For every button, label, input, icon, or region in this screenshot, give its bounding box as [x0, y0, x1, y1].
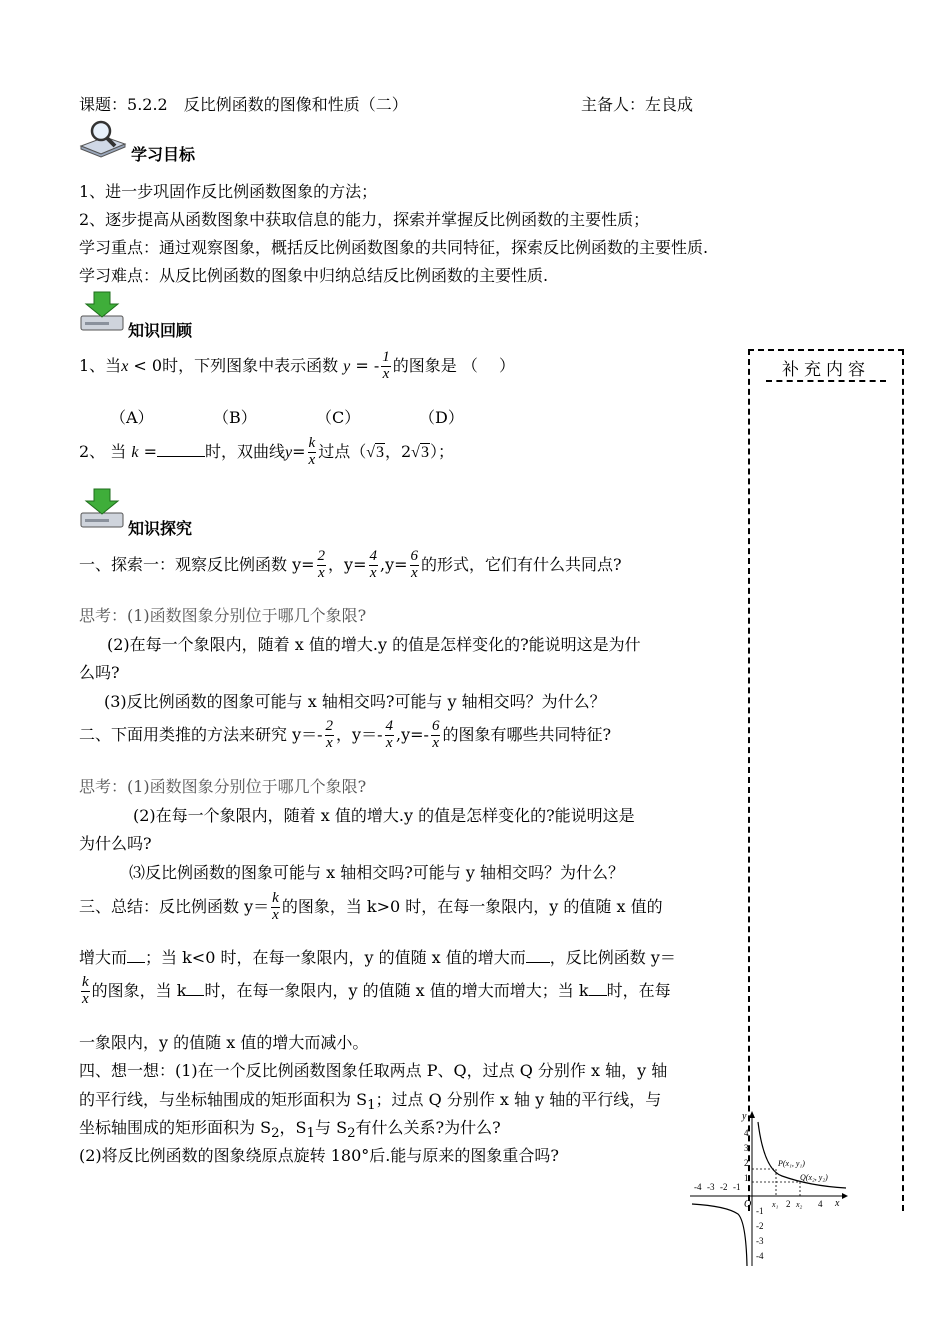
preparer: 主备人：左良成	[581, 95, 694, 114]
summary-line-2	[79, 945, 676, 968]
objective-1: 1、进一步巩固作反比例函数图象的方法；	[79, 182, 378, 201]
e1-text-b: ，y=	[328, 554, 367, 574]
course-title-line	[79, 92, 408, 115]
q2-den: x	[308, 451, 316, 468]
q2-y: y	[285, 443, 293, 461]
summary-line-1	[79, 891, 663, 924]
sub-1b: 1	[306, 1126, 315, 1142]
s-text-h: 时，在每一象限内，y 的值随 x 值的增大而增大；当 k	[204, 980, 589, 1000]
q1-fraction	[381, 350, 391, 383]
e1-text-a: 一、探索一：观察反比例函数 y=	[79, 554, 315, 574]
s-f1-num: k	[272, 890, 279, 906]
e2-text-d: 的图象有哪些共同特征?	[442, 724, 612, 744]
s-text-b: 的图象，当 k>0 时，在每一象限内，y 的值随 x 值的	[281, 896, 663, 916]
e2-f2-den: x	[385, 734, 393, 751]
think-2-q1: 思考：(1)函数图象分别位于哪几个象限?	[79, 777, 367, 796]
magnifier-book-icon	[79, 118, 127, 162]
x2-label: x₂	[796, 1200, 803, 1209]
q1-cond: < 0	[128, 355, 163, 375]
x-tick-2: 2	[786, 1199, 791, 1209]
objective-2: 2、逐步提高从函数图象中获取信息的能力，探索并掌握反比例函数的主要性质；	[79, 210, 650, 229]
course-label: 课题：	[79, 95, 128, 114]
q2-text-c: 过点（	[318, 441, 367, 461]
supplement-title-underline	[766, 380, 886, 382]
y-tick-4: 4	[744, 1128, 749, 1138]
review-question-2	[79, 436, 454, 469]
s-text-d: ；当 k<0 时，在每一象限内，y 的值随 x 值的增大而	[145, 948, 526, 967]
sub-2b: 2	[347, 1126, 356, 1142]
s-f2-den: x	[82, 990, 89, 1007]
q2-text-a: 2、 当	[79, 441, 127, 461]
e2-fraction-2	[385, 719, 395, 752]
e1-text-d: 的形式，它们有什么共同点?	[421, 554, 622, 574]
x-tick-neg-1: -1	[733, 1182, 741, 1192]
x1-label: x₁	[772, 1200, 779, 1209]
section-explore-title: 知识探究	[128, 519, 193, 538]
summary-blank-1[interactable]	[127, 962, 145, 963]
e1-f3-den: x	[410, 564, 418, 581]
y-axis-arrow	[749, 1111, 755, 1118]
think-2-q3: ⑶反比例函数的图象可能与 x 轴相交吗?可能与 y 轴相交吗？为什么？	[129, 863, 624, 882]
e1-fraction-1	[317, 549, 327, 582]
y-tick-2: 2	[744, 1158, 749, 1168]
hyperbola-graph	[690, 1108, 850, 1268]
e2-text-c: ,y=-	[396, 724, 429, 744]
hyperbola-branch-left	[692, 1204, 747, 1266]
think-1-q1: 思考：(1)函数图象分别位于哪几个象限?	[79, 606, 367, 625]
q1-text-a: 1、当	[79, 355, 122, 375]
x-tick-neg-4: -4	[694, 1182, 702, 1192]
e1-f3-num: 6	[410, 548, 419, 564]
s-text-e: ，反比例函数 y＝	[549, 948, 676, 967]
q2-fraction	[308, 436, 317, 469]
q2-num: k	[308, 435, 316, 451]
think-2-q2b: 为什么吗?	[79, 834, 152, 853]
option-d: （D）	[419, 408, 464, 427]
s-f1-den: x	[272, 906, 279, 923]
summary-line-3	[79, 975, 671, 1008]
sub-1: 1	[367, 1098, 376, 1114]
option-c: （C）	[316, 408, 361, 427]
y-tick-3: 3	[744, 1143, 749, 1153]
think-about-3	[79, 1115, 501, 1141]
x-axis-label: x	[835, 1198, 840, 1209]
sqrt-3-b: √3	[411, 443, 429, 461]
s-fraction-2	[81, 975, 90, 1008]
s-fraction-1	[271, 891, 280, 924]
q1-eq: = -	[350, 355, 380, 375]
y-tick-neg-1: -1	[756, 1206, 764, 1216]
supplement-title: 补充内容	[782, 360, 870, 380]
e2-text-b: ，y＝-	[336, 724, 383, 744]
option-b: （B）	[213, 408, 257, 427]
q2-k: k	[131, 443, 139, 461]
f3-text-c: 与 S	[315, 1118, 348, 1137]
x-tick-4: 4	[818, 1199, 823, 1209]
summary-blank-3[interactable]	[186, 995, 204, 996]
s-text-g: 的图象，当 k	[91, 980, 187, 1000]
review-question-1	[79, 350, 515, 383]
option-a: （A）	[110, 408, 154, 427]
f3-text-b: ，S	[279, 1118, 307, 1137]
q2-eq2: =	[292, 441, 306, 461]
s-text-a: 三、总结：反比例函数 y＝	[79, 896, 270, 916]
e1-fraction-3	[410, 549, 420, 582]
e2-fraction-1	[325, 719, 335, 752]
f2-text-a: 的平行线，与坐标轴围成的矩形面积为 S	[79, 1090, 368, 1109]
q2-eq: =	[138, 441, 157, 461]
download-drive-icon	[79, 290, 125, 336]
think-1-q2a: (2)在每一个象限内，随着 x 值的增大.y 的值是怎样变化的?能说明这是为什	[107, 635, 641, 654]
q2-comma: ，2	[384, 441, 412, 461]
e2-f3-den: x	[432, 734, 440, 751]
supplement-box	[748, 349, 904, 1211]
e2-text-a: 二、下面用类推的方法来研究 y＝-	[79, 724, 323, 744]
summary-line-4: 一象限内，y 的值随 x 值的增大而减小。	[79, 1033, 369, 1052]
e1-text-c: ,y=	[380, 554, 408, 574]
e2-f1-num: 2	[325, 718, 334, 734]
section-objectives-title: 学习目标	[131, 145, 196, 164]
sub-2: 2	[271, 1126, 280, 1142]
e1-fraction-2	[369, 549, 379, 582]
y-tick-1: 1	[744, 1173, 749, 1183]
x-tick-neg-2: -2	[720, 1182, 728, 1192]
q2-answer-blank[interactable]	[157, 456, 205, 457]
s-text-c: 增大而	[79, 948, 128, 967]
explore-1	[79, 549, 622, 582]
point-p-label: P(x₁, y₁)	[778, 1159, 805, 1168]
s-text-i: 时，在每	[606, 980, 671, 1000]
q1-text-b: 时，下列图象中表示函数	[162, 355, 339, 375]
q1-den: x	[382, 365, 390, 382]
q1-y: y	[343, 357, 351, 375]
summary-blank-4[interactable]	[589, 995, 607, 996]
think-2-q2a: (2)在每一个象限内，随着 x 值的增大.y 的值是怎样变化的?能说明这是	[133, 806, 635, 825]
section-review-title: 知识回顾	[128, 321, 193, 340]
radicand-b: 3	[420, 443, 429, 461]
think-about-1: 四、想一想：(1)在一个反比例函数图象任取两点 P、Q，过点 Q 分别作 x 轴，y 轴	[79, 1061, 668, 1080]
e1-f2-num: 4	[369, 548, 377, 564]
f2-text-b: ；过点 Q 分别作 x 轴 y 轴的平行线，与	[375, 1090, 662, 1109]
q2-text-d: ）；	[429, 441, 454, 461]
explore-2	[79, 719, 611, 752]
think-1-q2b: 么吗?	[79, 663, 120, 682]
summary-blank-2[interactable]	[526, 962, 550, 963]
e1-f2-den: x	[369, 564, 377, 581]
download-drive-icon	[79, 487, 125, 533]
difficulty-point: 学习难点：从反比例函数的图象中归纳总结反比例函数的主要性质.	[79, 266, 549, 285]
f3-text-d: 有什么关系?为什么?	[355, 1118, 501, 1137]
think-about-2	[79, 1087, 661, 1113]
q1-text-c: 的图象是 （ ）	[392, 355, 515, 375]
q1-cond-var: x	[121, 357, 129, 375]
f3-text-a: 坐标轴围成的矩形面积为 S	[79, 1118, 272, 1137]
e2-f2-num: 4	[385, 718, 393, 734]
y-tick-neg-4: -4	[756, 1251, 764, 1261]
x-tick-neg-3: -3	[707, 1182, 715, 1192]
q2-text-b: 时，双曲线	[204, 441, 285, 461]
origin-label: O	[744, 1199, 752, 1210]
radicand-a: 3	[375, 443, 384, 461]
e2-fraction-3	[431, 719, 441, 752]
y-axis-label: y	[742, 1111, 747, 1122]
e2-f1-den: x	[325, 734, 333, 751]
key-point: 学习重点：通过观察图象，概括反比例函数图象的共同特征，探索反比例函数的主要性质.	[79, 238, 709, 257]
e2-f3-num: 6	[431, 718, 440, 734]
y-tick-neg-3: -3	[756, 1236, 764, 1246]
point-q-label: Q(x₂, y₂)	[800, 1173, 828, 1182]
e1-f1-den: x	[317, 564, 325, 581]
s-f2-num: k	[82, 974, 89, 990]
think-1-q3: (3)反比例函数的图象可能与 x 轴相交吗?可能与 y 轴相交吗？为什么？	[104, 692, 606, 711]
course-title: 5.2.2 反比例函数的图像和性质（二）	[127, 95, 408, 114]
e1-f1-num: 2	[317, 548, 326, 564]
y-tick-neg-2: -2	[756, 1221, 764, 1231]
x-axis-arrow	[842, 1193, 848, 1199]
q1-num: 1	[382, 349, 390, 365]
think-about-4: (2)将反比例函数的图象绕原点旋转 180°后.能与原来的图象重合吗?	[79, 1146, 559, 1165]
sqrt-3-a: √3	[366, 443, 384, 461]
